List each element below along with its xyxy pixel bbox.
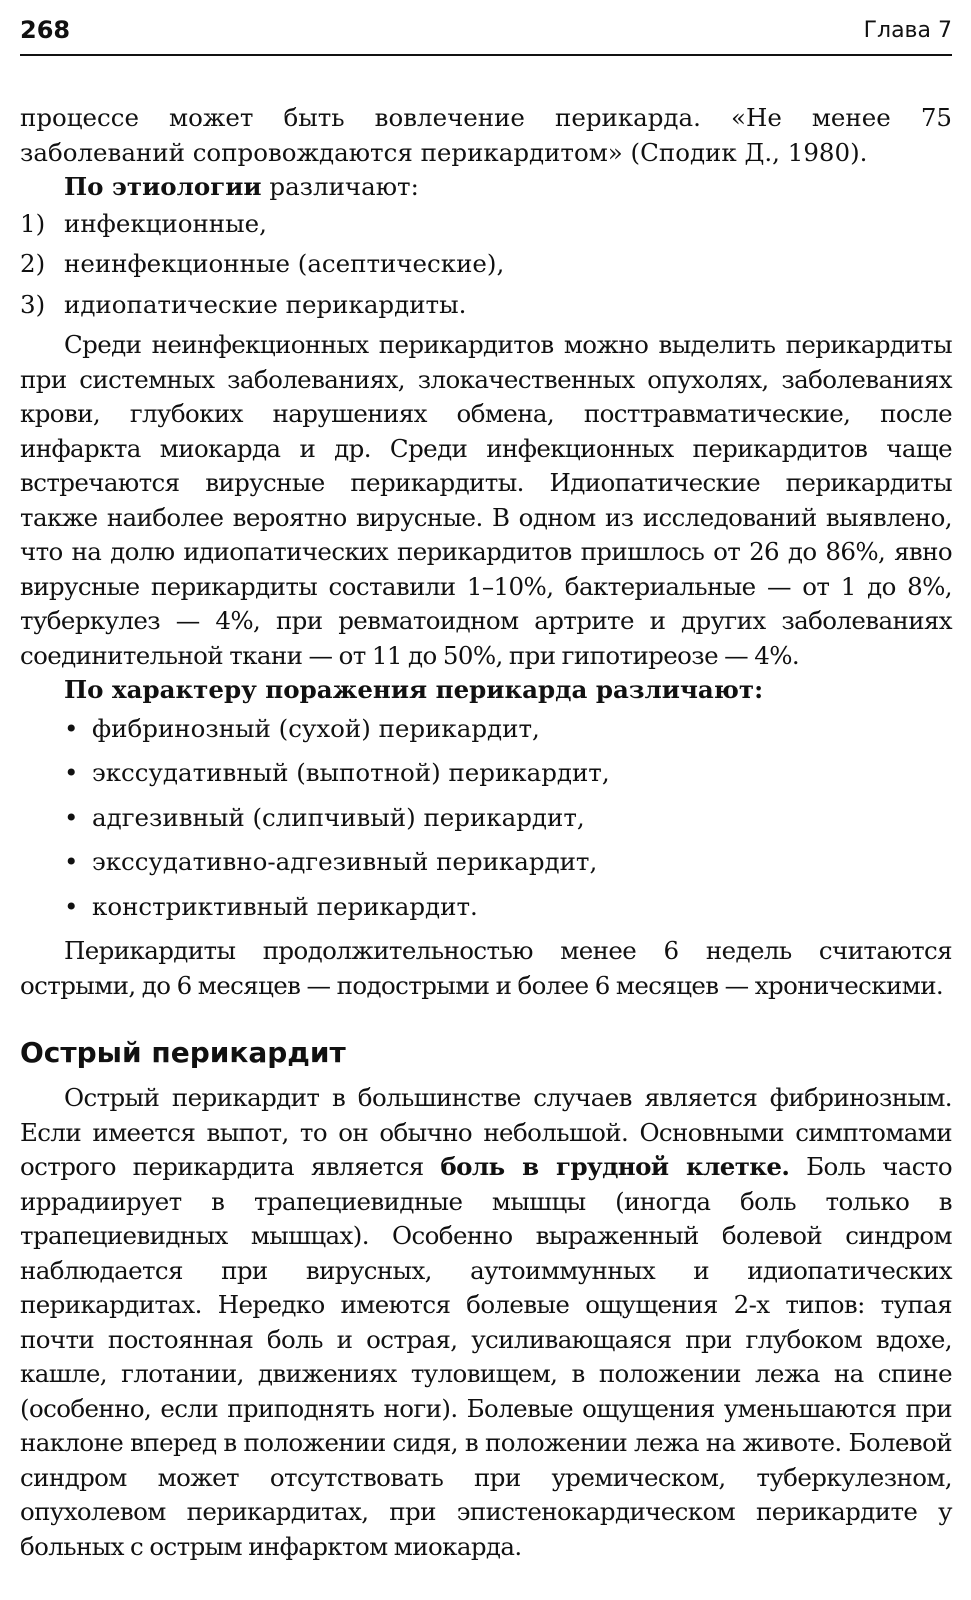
body-text (20, 101, 952, 1564)
list-item (20, 845, 952, 880)
bullet-glyph: • (64, 891, 79, 921)
bullet-glyph: • (64, 847, 79, 876)
list-item (20, 288, 952, 323)
chapter-title: Глава 7 (863, 18, 952, 43)
etiology-label-rest: различают: (261, 172, 419, 201)
list-item-text: фибринозный (сухой) перикардит, (92, 713, 540, 743)
list-item-text: неинфекционные (асептические), (64, 249, 505, 278)
etiology-label: По этиологии (64, 172, 262, 201)
list-number: 3) (20, 289, 46, 319)
section-bold-phrase: боль в грудной клетке. (440, 1152, 790, 1181)
list-item (20, 756, 952, 791)
list-item-text: идиопатические перикардиты. (64, 289, 467, 319)
section-text-part1: Острый перикардит в большинстве случаев является фибринозным. Если имеется выпот, то он обычно небольшой. Основными симптомами острого перикардита является (20, 1083, 952, 1181)
list-item-text: экссудативно-адгезивный перикардит, (92, 847, 598, 876)
list-item-text: адгезивный (слипчивый) перикардит, (92, 802, 585, 832)
list-item (20, 207, 952, 242)
list-item-text: констриктивный перикардит. (92, 891, 478, 921)
bullet-glyph: • (64, 802, 79, 832)
lesion-list (20, 712, 952, 925)
list-item (20, 890, 952, 925)
etiology-paragraph: Среди неинфекционных перикардитов можно выделить перикардиты при системных заболеваниях, злокачественных опухолях, заболеваниях крови, глубоких нарушениях обмена, посттравматические, после инфаркта миокарда и др. Среди инфекционных перикардитов чаще встречаются вирусные перикардиты. Идиопатические перикардиты также наиболее вероятно вирусные. В одном из исследований выявлено, что на долю идиопатических перикардитов пришлось от 26 до 86%, явно вирусные перикардиты составили 1–10%, бактериальные — от 1 до 8%, туберкулез — 4%, при ревматоидном артрите и других заболеваниях соединительной ткани — от 11 до 50%, при гипотиреозе — 4%. (20, 330, 952, 670)
bullet-glyph: • (64, 713, 79, 743)
list-item-text: экссудативный (выпотной) перикардит, (92, 758, 610, 787)
section-heading: Острый перикардит (20, 1036, 346, 1069)
list-item (20, 801, 952, 836)
list-number: 1) (20, 208, 46, 238)
page-number: 268 (20, 16, 71, 44)
duration-paragraph: Перикардиты продолжительностью менее 6 недель считаются острыми, до 6 месяцев — подострыми и более 6 месяцев — хроническими. (20, 936, 952, 1000)
list-number: 2) (20, 249, 46, 278)
list-item (20, 247, 952, 282)
list-item-text: инфекционные, (64, 208, 267, 238)
running-header (20, 14, 952, 56)
etiology-heading (20, 170, 952, 205)
etiology-list (20, 207, 952, 323)
list-item (20, 712, 952, 747)
intro-paragraph: процессе может быть вовлечение перикарда. «Не менее 75 заболеваний сопровождаются перикардитом» (Сподик Д., 1980). (20, 103, 952, 167)
section-text-part2: Боль часто иррадиирует в трапециевидные мышцы (иногда боль только в трапециевидных мышцах). Особенно выраженный болевой синдром наблюдается при вирусных, аутоиммунных и идиопатических перикардитах. Нередко имеются болевые ощущения 2-х типов: тупая почти постоянная боль и острая, усиливающаяся при глубоком вдохе, кашле, глотании, движениях туловищем, в положении лежа на спине (особенно, если приподнять ноги). Болевые ощущения уменьшаются при наклоне вперед в положении сидя, в положении лежа на животе. Болевой синдром может отсутствовать при уремическом, туберкулезном, опухолевом перикардитах, при эпистенокардическом перикардите у больных с острым инфарктом миокарда. (20, 1152, 953, 1561)
section-paragraph (20, 1081, 952, 1564)
bullet-glyph: • (64, 758, 79, 787)
lesion-heading: По характеру поражения перикарда различают: (64, 675, 764, 704)
